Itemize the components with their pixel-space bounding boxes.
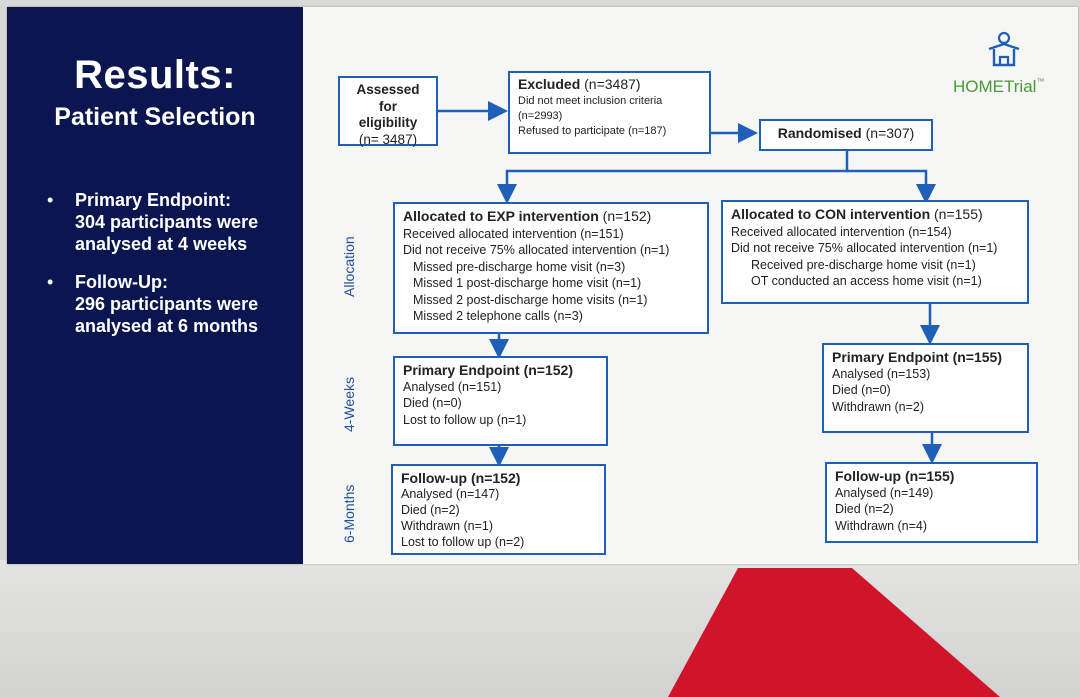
excluded-line-3: Refused to participate (n=187) (518, 125, 667, 137)
exp-alloc-line: Did not receive 75% allocated intervention (n=1) (403, 243, 670, 257)
bullet-dot-icon: • (47, 190, 54, 210)
con-primary-line: Analysed (n=153) (832, 366, 931, 381)
con-primary-head: Primary Endpoint (n=155) (832, 349, 1002, 365)
slide-sidebar (7, 7, 303, 564)
con-follow-line: Analysed (n=149) (835, 485, 934, 500)
slide-subtitle: Patient Selection (54, 103, 256, 131)
phase-label-6-months: 6-Months (341, 484, 357, 543)
exp-follow-line: Died (n=2) (401, 503, 460, 517)
exp-primary-head: Primary Endpoint (n=152) (403, 362, 573, 378)
con-alloc-line: Received allocated intervention (n=154) (731, 224, 952, 239)
exp-alloc-subline: Missed pre-discharge home visit (n=3) (413, 259, 626, 274)
excluded-box (508, 71, 711, 154)
exp-follow-up-box (391, 464, 606, 555)
phase-label-allocation: Allocation (341, 236, 357, 297)
bullet-item (47, 189, 297, 255)
exp-follow-head: Follow-up (n=152) (401, 470, 521, 486)
bullet-body: 296 participants were analysed at 6 months (75, 294, 259, 336)
con-follow-up-box (825, 462, 1038, 543)
con-follow-line: Died (n=2) (835, 502, 894, 516)
exp-primary-endpoint-box (393, 356, 608, 446)
randomised-box (759, 119, 933, 151)
excluded-line-2: (n=2993) (518, 110, 563, 122)
bullet-head: Follow-Up: (75, 272, 168, 292)
excluded-line-1: Did not meet inclusion criteria (518, 95, 663, 107)
bullet-head: Primary Endpoint: (75, 190, 232, 210)
assessed-line-3: (n= 3487) (358, 131, 418, 147)
con-allocation-box (721, 200, 1029, 304)
con-alloc-heading (731, 206, 1019, 224)
con-alloc-subline: Received pre-discharge home visit (n=1) (751, 257, 976, 272)
exp-follow-line: Analysed (n=147) (401, 487, 500, 501)
exp-alloc-subline: Missed 2 post-discharge home visits (n=1) (413, 292, 648, 307)
exp-allocation-box (393, 202, 709, 334)
con-alloc-head: Allocated to CON intervention (731, 206, 931, 222)
bullet-body: 304 participants were analysed at 4 weeks (75, 212, 259, 254)
con-primary-line: Died (n=0) (832, 383, 891, 397)
excluded-heading (518, 77, 701, 94)
con-alloc-head-n: (n=155) (930, 206, 983, 222)
exp-alloc-line: Received allocated intervention (n=151) (403, 226, 624, 241)
exp-alloc-subline: Missed 2 telephone calls (n=3) (413, 309, 583, 323)
con-follow-line: Withdrawn (n=4) (835, 518, 928, 533)
assessed-line-1: Assessed for (356, 82, 420, 114)
bullet-dot-icon: • (47, 272, 54, 292)
slide (7, 7, 1078, 564)
house-person-icon (985, 31, 1023, 71)
randomised-head-n: (n=307) (861, 125, 915, 141)
randomised-head: Randomised (777, 125, 862, 141)
con-alloc-line: Did not receive 75% allocated intervention (n=1) (731, 241, 998, 255)
logo-name: HOMETrial (953, 77, 1037, 96)
con-alloc-subline: OT conducted an access home visit (n=1) (751, 274, 982, 288)
logo-trademark: ™ (1036, 77, 1045, 86)
exp-alloc-subline: Missed 1 post-discharge home visit (n=1) (413, 276, 642, 290)
con-primary-line: Withdrawn (n=2) (832, 399, 925, 414)
exp-follow-line: Withdrawn (n=1) (401, 519, 494, 533)
con-follow-head: Follow-up (n=155) (835, 468, 955, 484)
exp-alloc-head-n: (n=152) (598, 208, 652, 224)
exp-primary-line: Analysed (n=151) (403, 379, 502, 394)
exp-alloc-heading (403, 208, 699, 226)
excluded-head: Excluded (518, 76, 581, 92)
exp-follow-line: Lost to follow up (n=2) (401, 535, 525, 549)
exp-alloc-head: Allocated to EXP intervention (403, 208, 599, 224)
bullet-item (47, 271, 297, 337)
exp-primary-line: Died (n=0) (403, 396, 462, 410)
assessed-eligibility-box (338, 76, 438, 146)
excluded-head-n: (n=3487) (580, 76, 641, 92)
exp-primary-line: Lost to follow up (n=1) (403, 412, 527, 427)
logo-text (953, 77, 1044, 97)
slide-title: Results: (74, 53, 236, 97)
bullet-list (47, 189, 297, 353)
phase-label-4-weeks: 4-Weeks (341, 377, 357, 432)
con-primary-endpoint-box (822, 343, 1029, 433)
assessed-line-2: eligibility (358, 115, 418, 130)
